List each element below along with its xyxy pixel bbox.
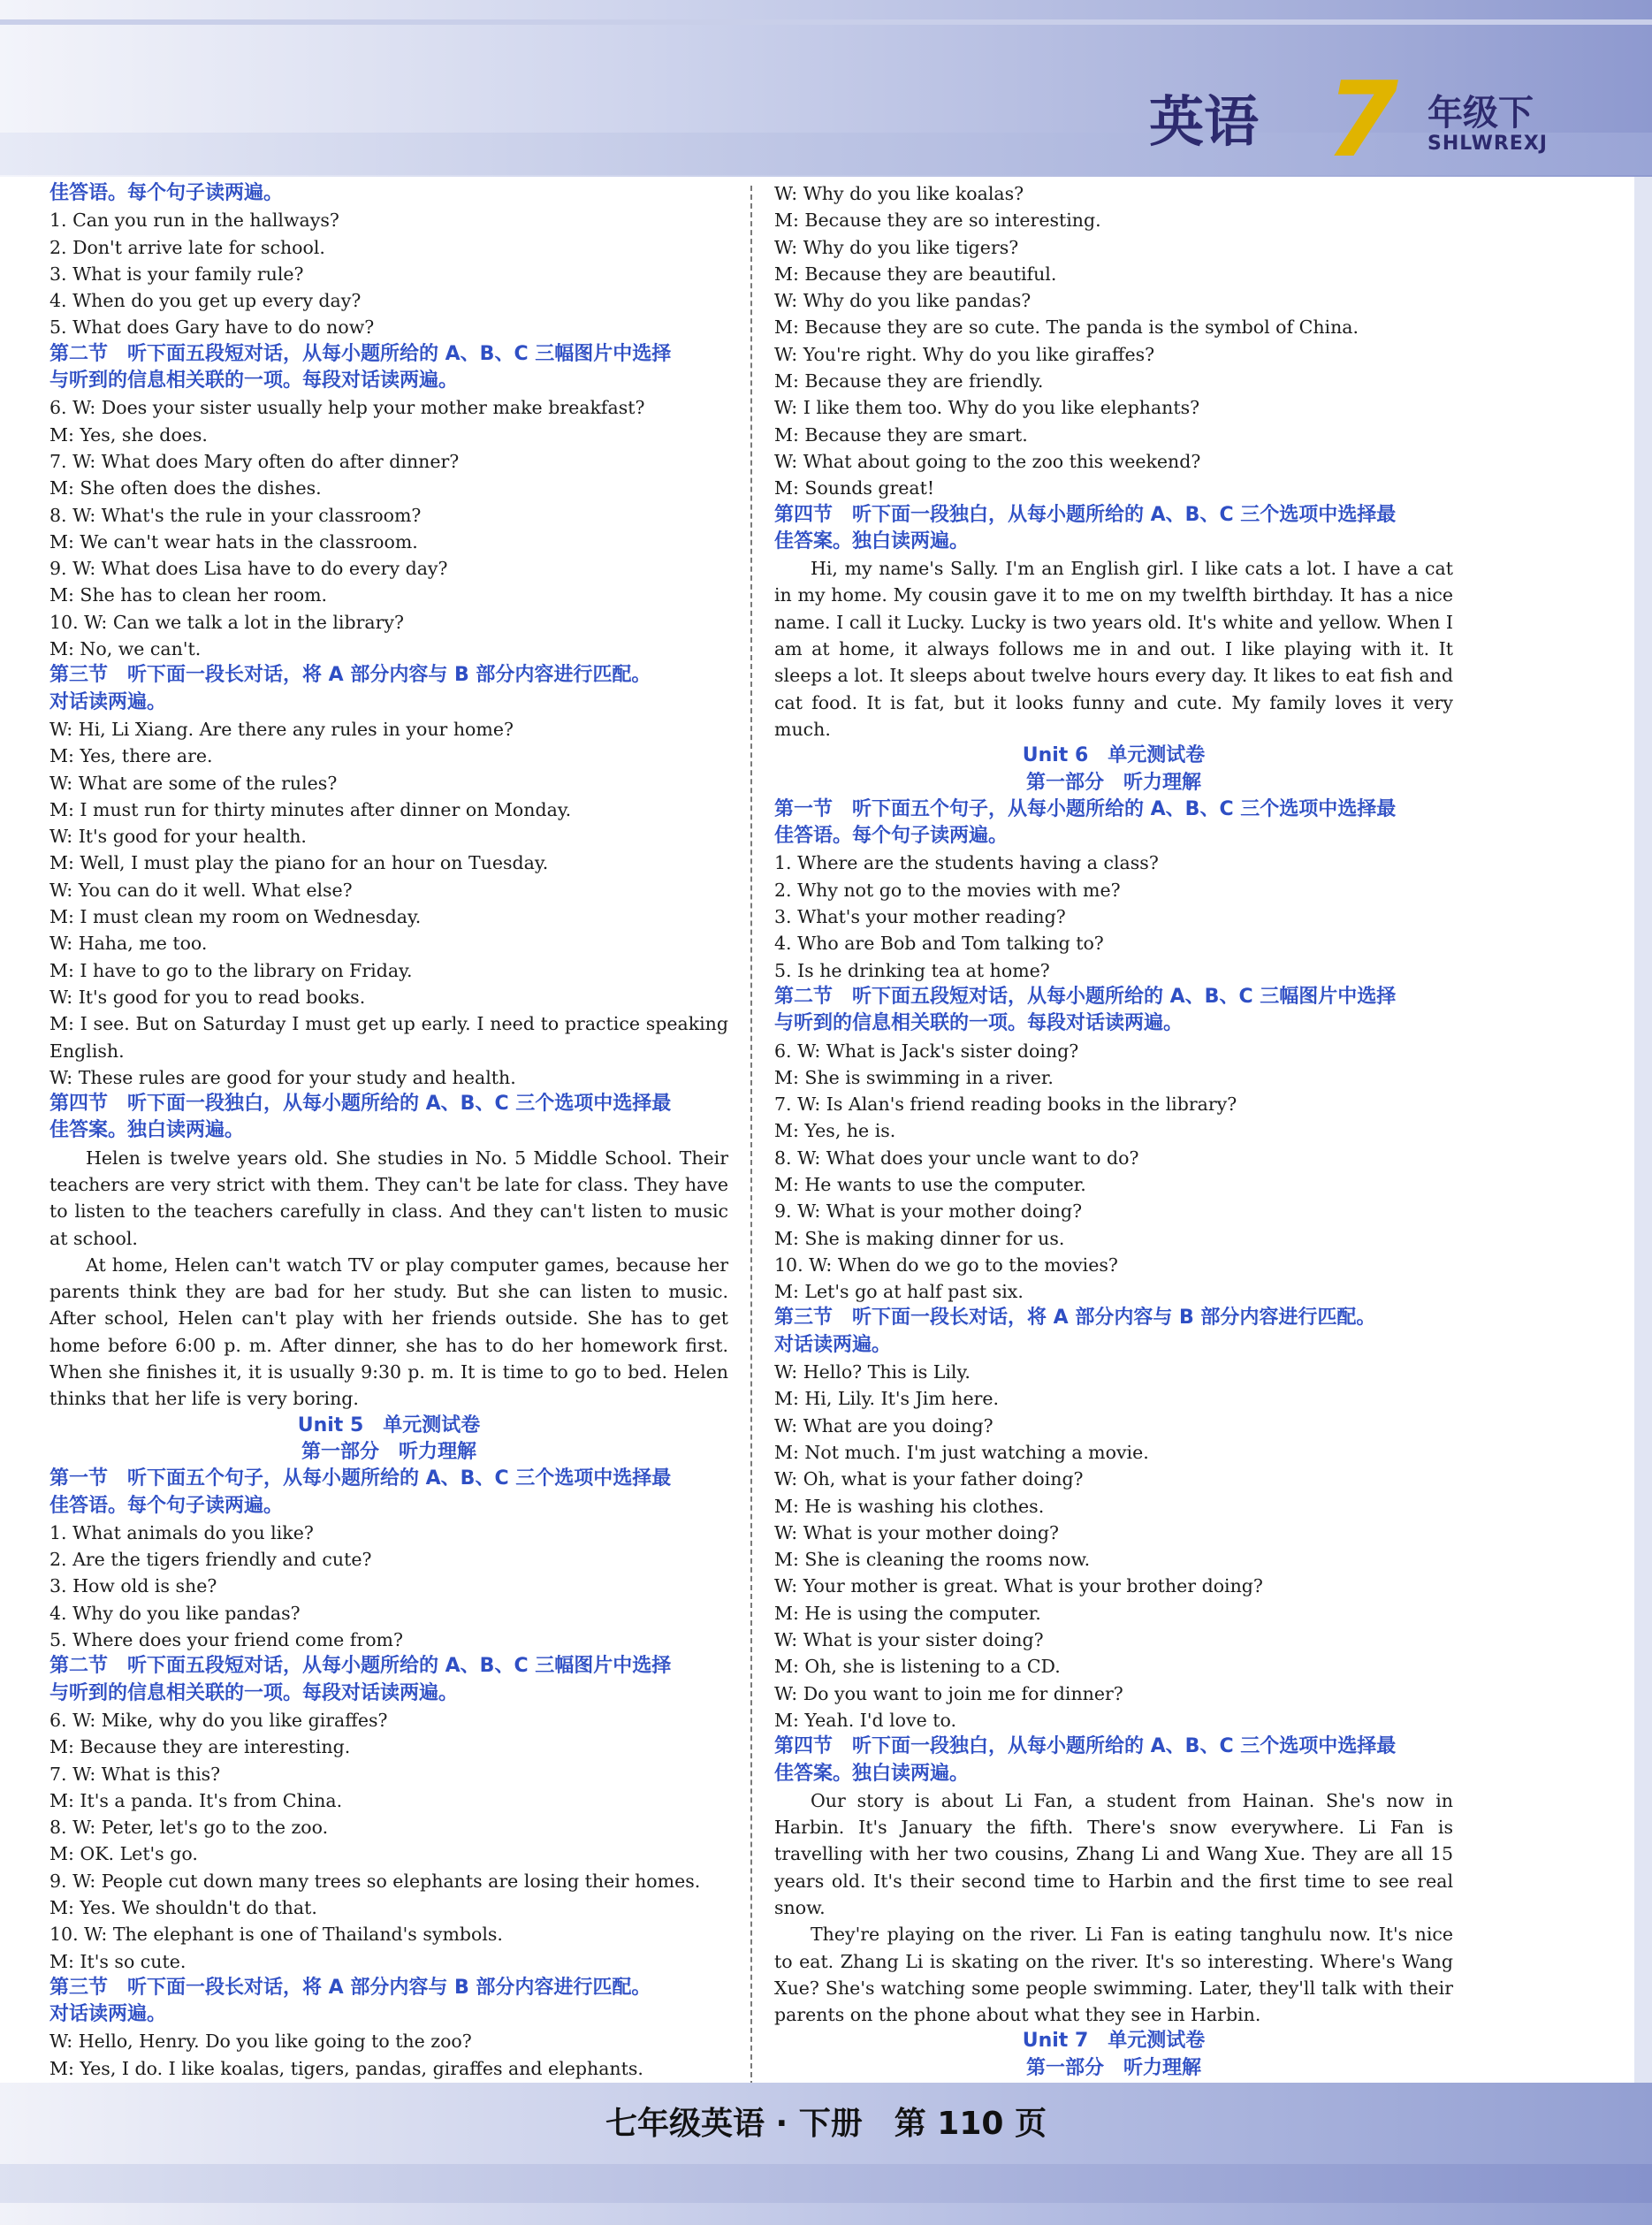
text-line: 10. W: Can we talk a lot in the library? bbox=[49, 611, 404, 633]
text-line: M: Hi, Lily. It's Jim here. bbox=[774, 1388, 1000, 1410]
text-line: 4. Who are Bob and Tom talking to? bbox=[774, 933, 1104, 955]
text-line: 1. Where are the students having a class? bbox=[774, 852, 1159, 874]
text-line: W: Why do you like koalas? bbox=[774, 183, 1024, 204]
text-line: W: Why do you like pandas? bbox=[774, 290, 1032, 312]
text-line: M: She is swimming in a river. bbox=[774, 1066, 1054, 1088]
section-instruction: 第一节 听下面五个句子，从每小题所给的 A、B、C 三个选项中选择最 bbox=[774, 797, 1397, 820]
text-line: M: I have to go to the library on Friday. bbox=[49, 959, 413, 981]
right-edge-strip bbox=[1634, 177, 1652, 2113]
text-line: W: Hello? This is Lily. bbox=[774, 1361, 971, 1383]
text-line: M: Because they are interesting. bbox=[49, 1736, 351, 1758]
grade-suffix: 年级下 bbox=[1427, 93, 1534, 133]
text-line: 7. W: Is Alan's friend reading books in the library? bbox=[774, 1093, 1237, 1116]
text-line: M: Not much. I'm just watching a movie. bbox=[774, 1441, 1149, 1463]
text-line: 8. W: What's the rule in your classroom? bbox=[49, 504, 422, 526]
text-line: 1. Can you run in the hallways? bbox=[49, 210, 339, 232]
unit-heading: 第一部分 听力理解 bbox=[1025, 2056, 1201, 2079]
text-line: 6. W: Does your sister usually help your mother make breakfast? bbox=[49, 397, 645, 419]
text-line: M: We can't wear hats in the classroom. bbox=[49, 530, 418, 552]
text-line: 1. What animals do you like? bbox=[49, 1521, 314, 1543]
text-line: W: What are you doing? bbox=[774, 1414, 993, 1436]
monologue-paragraph: At home, Helen can't watch TV or play computer games, because her parents think they are bad for her study. But she can listen to music. After school, Helen can't play with her friends outside. She has to get home before 6:00 p. m. After dinner, she has to do her homework first. When she finishes it, it is usually 9:30 p. m. It is time to go to bed. Helen thinks that her life is very boring. bbox=[49, 1253, 728, 1410]
text-line: M: I must clean my room on Wednesday. bbox=[49, 906, 422, 928]
unit-heading: 第一部分 听力理解 bbox=[301, 1440, 476, 1463]
header-rule bbox=[0, 19, 1652, 25]
text-line: M: Because they are so interesting. bbox=[774, 210, 1101, 232]
text-line: 7. W: What is this? bbox=[49, 1763, 221, 1785]
right-column bbox=[774, 180, 1453, 2108]
text-line: W: Haha, me too. bbox=[49, 933, 208, 955]
column-divider bbox=[750, 186, 752, 2086]
text-line: M: She is cleaning the rooms now. bbox=[774, 1549, 1091, 1571]
section-instruction: 佳答语。每个句子读两遍。 bbox=[49, 182, 284, 204]
monologue-paragraph: Hi, my name's Sally. I'm an English girl. I like cats a lot. I have a cat in my home. My cousin gave it to me on my twelfth birthday. It has a nice name. I call it Lucky. Lucky is two years old. It's white and yellow. When I am at home, it always follows me in and out. I like playing with it. It sleeps a lot. It sleeps about twelve hours every day. It likes to eat fish and cat food. It is fat, but it looks funny and cute. My family loves it very much. bbox=[774, 558, 1453, 740]
section-instruction: 第四节 听下面一段独白，从每小题所给的 A、B、C 三个选项中选择最 bbox=[49, 1093, 672, 1116]
text-line: 5. What does Gary have to do now? bbox=[49, 316, 375, 339]
text-line: 2. Why not go to the movies with me? bbox=[774, 879, 1121, 901]
text-line: W: Do you want to join me for dinner? bbox=[774, 1682, 1123, 1704]
section-instruction: 佳答案。独白读两遍。 bbox=[49, 1119, 245, 1142]
text-line: M: Well, I must play the piano for an hour on Tuesday. bbox=[49, 852, 549, 874]
text-line: M: It's a panda. It's from China. bbox=[49, 1789, 343, 1811]
text-line: 10. W: The elephant is one of Thailand's symbols. bbox=[49, 1924, 503, 1946]
unit-heading: Unit 6 单元测试卷 bbox=[1022, 744, 1206, 767]
text-line: M: Yeah. I'd love to. bbox=[774, 1709, 956, 1731]
text-line: M: She is making dinner for us. bbox=[774, 1227, 1065, 1249]
text-line: M: Yes, there are. bbox=[49, 745, 213, 767]
text-line: M: Oh, she is listening to a CD. bbox=[774, 1656, 1061, 1678]
text-line: W: Your mother is great. What is your brother doing? bbox=[774, 1575, 1263, 1597]
footer-band bbox=[0, 2164, 1652, 2203]
section-instruction: 对话读两遍。 bbox=[774, 1333, 892, 1356]
text-line: W: Why do you like tigers? bbox=[774, 236, 1019, 258]
text-line: M: Because they are beautiful. bbox=[774, 263, 1057, 285]
text-line: M: Let's go at half past six. bbox=[774, 1281, 1024, 1303]
text-line: W: Oh, what is your father doing? bbox=[774, 1468, 1084, 1490]
text-line: 7. W: What does Mary often do after dinner? bbox=[49, 450, 460, 472]
text-line: W: What about going to the zoo this weekend? bbox=[774, 450, 1201, 472]
section-instruction: 佳答语。每个句子读两遍。 bbox=[774, 825, 1009, 848]
grade-number: 7 bbox=[1326, 58, 1399, 180]
text-line: 5. Where does your friend come from? bbox=[49, 1629, 403, 1651]
section-instruction: 第二节 听下面五段短对话，从每小题所给的 A、B、C 三幅图片中选择 bbox=[774, 985, 1397, 1008]
page-footer bbox=[0, 2083, 1652, 2225]
section-instruction: 佳答案。独白读两遍。 bbox=[774, 1762, 970, 1785]
section-instruction: 佳答案。独白读两遍。 bbox=[774, 530, 970, 552]
text-line: M: Because they are smart. bbox=[774, 423, 1028, 446]
text-line: 4. When do you get up every day? bbox=[49, 290, 362, 312]
text-line: M: Yes. We shouldn't do that. bbox=[49, 1897, 317, 1918]
text-line: 3. What's your mother reading? bbox=[774, 906, 1066, 928]
text-line: 2. Don't arrive late for school. bbox=[49, 236, 325, 258]
text-line: M: He is using the computer. bbox=[774, 1602, 1041, 1624]
left-column bbox=[49, 180, 728, 2082]
section-instruction: 对话读两遍。 bbox=[49, 690, 167, 713]
text-line: 9. W: What does Lisa have to do every day? bbox=[49, 558, 448, 580]
text-line: 5. Is he drinking tea at home? bbox=[774, 959, 1050, 981]
dialogue-line: M: I see. But on Saturday I must get up early. I need to practice speaking English. bbox=[49, 1013, 728, 1062]
text-line: M: Yes, she does. bbox=[49, 423, 208, 446]
section-instruction: 对话读两遍。 bbox=[49, 2003, 167, 2026]
section-instruction: 与听到的信息相关联的一项。每段对话读两遍。 bbox=[774, 1012, 1184, 1035]
text-line: 9. W: People cut down many trees so elephants are losing their homes. bbox=[49, 1870, 701, 1892]
text-line: M: She has to clean her room. bbox=[49, 584, 328, 606]
text-line: W: These rules are good for your study and health. bbox=[49, 1066, 516, 1088]
text-line: M: OK. Let's go. bbox=[49, 1843, 198, 1865]
text-line: M: He is washing his clothes. bbox=[774, 1495, 1045, 1517]
text-line: W: Hello, Henry. Do you like going to the zoo? bbox=[49, 2031, 472, 2053]
section-instruction: 第四节 听下面一段独白，从每小题所给的 A、B、C 三个选项中选择最 bbox=[774, 1735, 1397, 1758]
text-line: W: What is your sister doing? bbox=[774, 1629, 1044, 1651]
text-line: 6. W: What is Jack's sister doing? bbox=[774, 1040, 1079, 1062]
section-instruction: 第一节 听下面五个句子，从每小题所给的 A、B、C 三个选项中选择最 bbox=[49, 1467, 672, 1490]
text-line: M: I must run for thirty minutes after dinner on Monday. bbox=[49, 798, 572, 820]
section-instruction: 第三节 听下面一段长对话，将 A 部分内容与 B 部分内容进行匹配。 bbox=[49, 664, 651, 687]
text-line: M: No, we can't. bbox=[49, 638, 202, 660]
book-code: SHLWREXJ bbox=[1427, 133, 1548, 155]
text-line: M: She often does the dishes. bbox=[49, 477, 322, 499]
text-line: W: It's good for you to read books. bbox=[49, 986, 366, 1008]
unit-heading: 第一部分 听力理解 bbox=[1025, 771, 1201, 794]
text-line: 8. W: Peter, let's go to the zoo. bbox=[49, 1817, 329, 1839]
page-number: 七年级英语 · 下册 第 110 页 bbox=[605, 2106, 1047, 2142]
text-line: 10. W: When do we go to the movies? bbox=[774, 1253, 1118, 1276]
text-line: W: What is your mother doing? bbox=[774, 1521, 1060, 1543]
text-line: W: It's good for your health. bbox=[49, 826, 307, 848]
text-line: M: He wants to use the computer. bbox=[774, 1173, 1086, 1195]
text-line: 4. Why do you like pandas? bbox=[49, 1602, 301, 1624]
section-instruction: 第二节 听下面五段短对话，从每小题所给的 A、B、C 三幅图片中选择 bbox=[49, 342, 672, 365]
section-instruction: 与听到的信息相关联的一项。每段对话读两遍。 bbox=[49, 1681, 459, 1704]
header-band bbox=[0, 133, 1652, 175]
section-instruction: 第四节 听下面一段独白，从每小题所给的 A、B、C 三个选项中选择最 bbox=[774, 503, 1397, 526]
monologue-paragraph: Helen is twelve years old. She studies in No. 5 Middle School. Their teachers are very strict with them. They can't be late for class. They have to listen to the teachers carefully in class. And they can't listen to music at school. bbox=[49, 1147, 728, 1249]
text-line: M: Because they are friendly. bbox=[774, 370, 1044, 392]
text-line: W: You're right. Why do you like giraffes? bbox=[774, 343, 1155, 365]
text-line: 3. What is your family rule? bbox=[49, 263, 304, 285]
text-line: M: Sounds great! bbox=[774, 477, 935, 499]
monologue-paragraph: They're playing on the river. Li Fan is eating tanghulu now. It's nice to eat. Zhang Li is skating on the river. It's so interesting. Where's Wang Xue? She's watching some people swimming. Later, they'll talk with their parents on the phone about what they see in Harbin. bbox=[774, 1924, 1453, 2026]
section-instruction: 第二节 听下面五段短对话，从每小题所给的 A、B、C 三幅图片中选择 bbox=[49, 1655, 672, 1678]
text-line: W: I like them too. Why do you like elephants? bbox=[774, 397, 1200, 419]
subject-title: 英语 bbox=[1149, 89, 1260, 154]
section-instruction: 佳答语。每个句子读两遍。 bbox=[49, 1494, 284, 1517]
text-line: 9. W: What is your mother doing? bbox=[774, 1200, 1083, 1223]
text-line: M: Because they are so cute. The panda is the symbol of China. bbox=[774, 316, 1359, 339]
text-line: W: Hi, Li Xiang. Are there any rules in your home? bbox=[49, 718, 514, 740]
text-line: 2. Are the tigers friendly and cute? bbox=[49, 1549, 372, 1571]
section-instruction: 与听到的信息相关联的一项。每段对话读两遍。 bbox=[49, 370, 459, 392]
text-line: M: Yes, I do. I like koalas, tigers, pandas, giraffes and elephants. bbox=[49, 2057, 643, 2079]
monologue-paragraph: Our story is about Li Fan, a student from Hainan. She's now in Harbin. It's January the fifth. There's snow everywhere. Li Fan is travelling with her two cousins, Zhang Li and Wang Xue. They are all 15 years old. It's their second time to Harbin and the first time to see real snow. bbox=[774, 1789, 1453, 1918]
text-line: 8. W: What does your uncle want to do? bbox=[774, 1147, 1139, 1169]
text-line: M: It's so cute. bbox=[49, 1950, 187, 1972]
page-header bbox=[0, 0, 1652, 180]
section-instruction: 第三节 听下面一段长对话，将 A 部分内容与 B 部分内容进行匹配。 bbox=[49, 1976, 651, 1999]
text-line: 6. W: Mike, why do you like giraffes? bbox=[49, 1709, 388, 1731]
text-line: M: Yes, he is. bbox=[774, 1120, 896, 1142]
unit-heading: Unit 5 单元测试卷 bbox=[297, 1413, 481, 1436]
section-instruction: 第三节 听下面一段长对话，将 A 部分内容与 B 部分内容进行匹配。 bbox=[774, 1307, 1376, 1330]
unit-heading: Unit 7 单元测试卷 bbox=[1022, 2030, 1206, 2053]
text-line: W: You can do it well. What else? bbox=[49, 879, 353, 901]
text-line: W: What are some of the rules? bbox=[49, 772, 338, 794]
text-line: 3. How old is she? bbox=[49, 1575, 217, 1597]
